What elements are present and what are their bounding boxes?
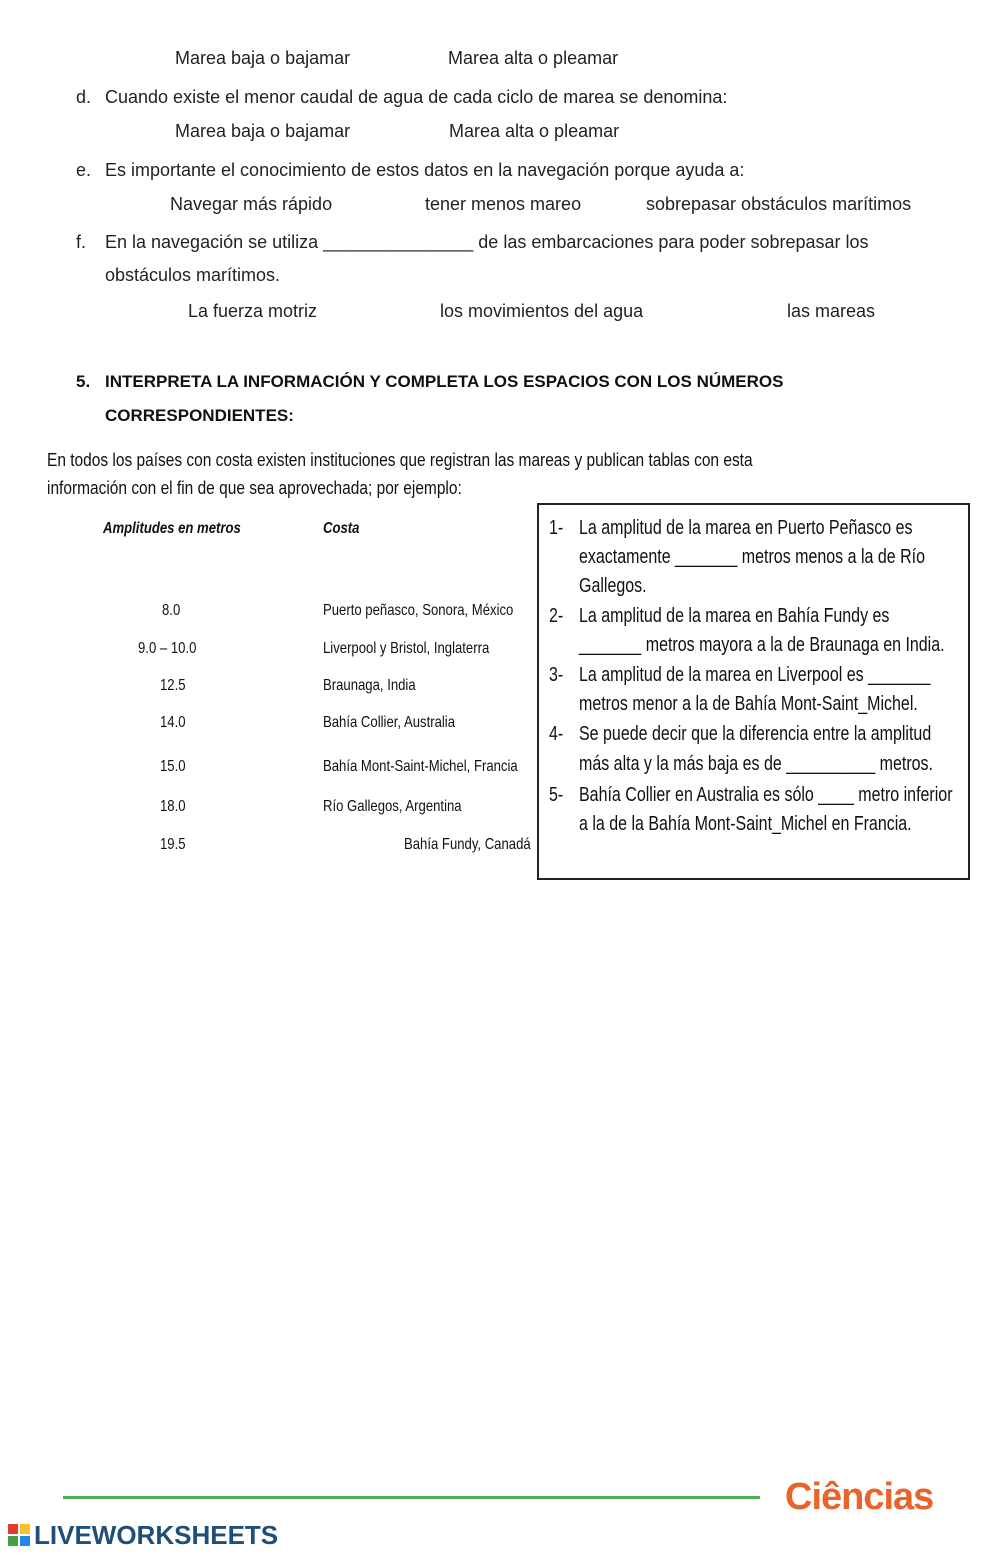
- intro-line2: información con el fin de que sea aprovechada; por ejemplo:: [47, 478, 462, 498]
- question-f-text-line1: En la navegación se utiliza _______________ de las embarcaciones para poder sobrepasar los: [105, 232, 869, 252]
- option-d-1[interactable]: Marea baja o bajamar: [175, 121, 351, 141]
- exercise-5-line: Bahía Collier en Australia es sólo ____ metro inferior: [579, 784, 953, 806]
- table-header-amplitude: Amplitudes en metros: [103, 520, 241, 537]
- option-c-2[interactable]: Marea alta o pleamar: [448, 48, 619, 68]
- section5-title-line1: INTERPRETA LA INFORMACIÓN Y COMPLETA LOS ESPACIOS CON LOS NÚMEROS: [105, 372, 784, 391]
- exercise-3-line: La amplitud de la marea en Liverpool es _______: [579, 664, 931, 686]
- table-cell-coast: Braunaga, India: [323, 677, 416, 694]
- exercise-1-line: exactamente _______ metros menos a la de Río: [579, 546, 925, 568]
- table-cell-amplitude: 14.0: [160, 714, 186, 731]
- table-cell-coast: Bahía Mont-Saint-Michel, Francia: [323, 758, 518, 775]
- option-f-3[interactable]: las mareas: [787, 301, 876, 321]
- table-cell-amplitude: 9.0 – 10.0: [138, 640, 197, 657]
- exercise-2-line: La amplitud de la marea en Bahía Fundy es: [579, 605, 890, 627]
- exercise-2-line: _______ metros mayora a la de Braunaga en India.: [579, 634, 945, 656]
- question-e-letter: e.: [76, 160, 92, 180]
- exercise-2-number: 2-: [549, 605, 564, 627]
- exercise-5-number: 5-: [549, 784, 564, 806]
- table-cell-coast: Bahía Fundy, Canadá: [404, 836, 531, 853]
- exercise-3-line: metros menor a la de Bahía Mont-Saint_Michel.: [579, 693, 918, 715]
- section5-number: 5.: [76, 372, 91, 391]
- exercise-box: [537, 503, 970, 880]
- question-d-text: Cuando existe el menor caudal de agua de cada ciclo de marea se denomina:: [105, 87, 728, 107]
- liveworksheets-logo-icon: [8, 1524, 30, 1546]
- table-header-coast: Costa: [323, 520, 360, 537]
- option-c-1[interactable]: Marea baja o bajamar: [175, 48, 351, 68]
- table-cell-coast: Río Gallegos, Argentina: [323, 798, 462, 815]
- question-f-text-line2: obstáculos marítimos.: [105, 265, 281, 285]
- option-e-2[interactable]: tener menos mareo: [425, 194, 582, 214]
- question-e-text: Es importante el conocimiento de estos datos en la navegación porque ayuda a:: [105, 160, 745, 180]
- question-f-letter: f.: [76, 232, 87, 252]
- table-cell-amplitude: 15.0: [160, 758, 186, 775]
- exercise-1-number: 1-: [549, 517, 564, 539]
- exercise-4-number: 4-: [549, 723, 564, 745]
- table-cell-coast: Puerto peñasco, Sonora, México: [323, 602, 514, 619]
- option-d-2[interactable]: Marea alta o pleamar: [449, 121, 620, 141]
- liveworksheets-watermark[interactable]: LIVEWORKSHEETS: [34, 1520, 279, 1550]
- exercise-1-line: Gallegos.: [579, 575, 647, 597]
- footer-divider: [63, 1496, 760, 1499]
- table-cell-amplitude: 19.5: [160, 836, 186, 853]
- option-e-3[interactable]: sobrepasar obstáculos marítimos: [646, 194, 912, 214]
- option-e-1[interactable]: Navegar más rápido: [170, 194, 333, 214]
- table-cell-amplitude: 18.0: [160, 798, 186, 815]
- question-d-letter: d.: [76, 87, 92, 107]
- ciencias-logo: Ciências: [785, 1476, 934, 1518]
- exercise-4-line: más alta y la más baja es de __________ metros.: [579, 753, 933, 775]
- table-cell-coast: Bahía Collier, Australia: [323, 714, 456, 731]
- option-f-2[interactable]: los movimientos del agua: [440, 301, 644, 321]
- exercise-5-line: a la de la Bahía Mont-Saint_Michel en Francia.: [579, 813, 912, 835]
- section5-title-line2: CORRESPONDIENTES:: [105, 406, 294, 425]
- table-cell-coast: Liverpool y Bristol, Inglaterra: [323, 640, 490, 657]
- table-cell-amplitude: 12.5: [160, 677, 186, 694]
- exercise-4-line: Se puede decir que la diferencia entre la amplitud: [579, 723, 932, 745]
- exercise-1-line: La amplitud de la marea en Puerto Peñasco es: [579, 517, 913, 539]
- option-f-1[interactable]: La fuerza motriz: [188, 301, 318, 321]
- intro-line1: En todos los países con costa existen instituciones que registran las mareas y publican tablas con esta: [47, 450, 753, 470]
- exercise-3-number: 3-: [549, 664, 564, 686]
- table-cell-amplitude: 8.0: [162, 602, 181, 619]
